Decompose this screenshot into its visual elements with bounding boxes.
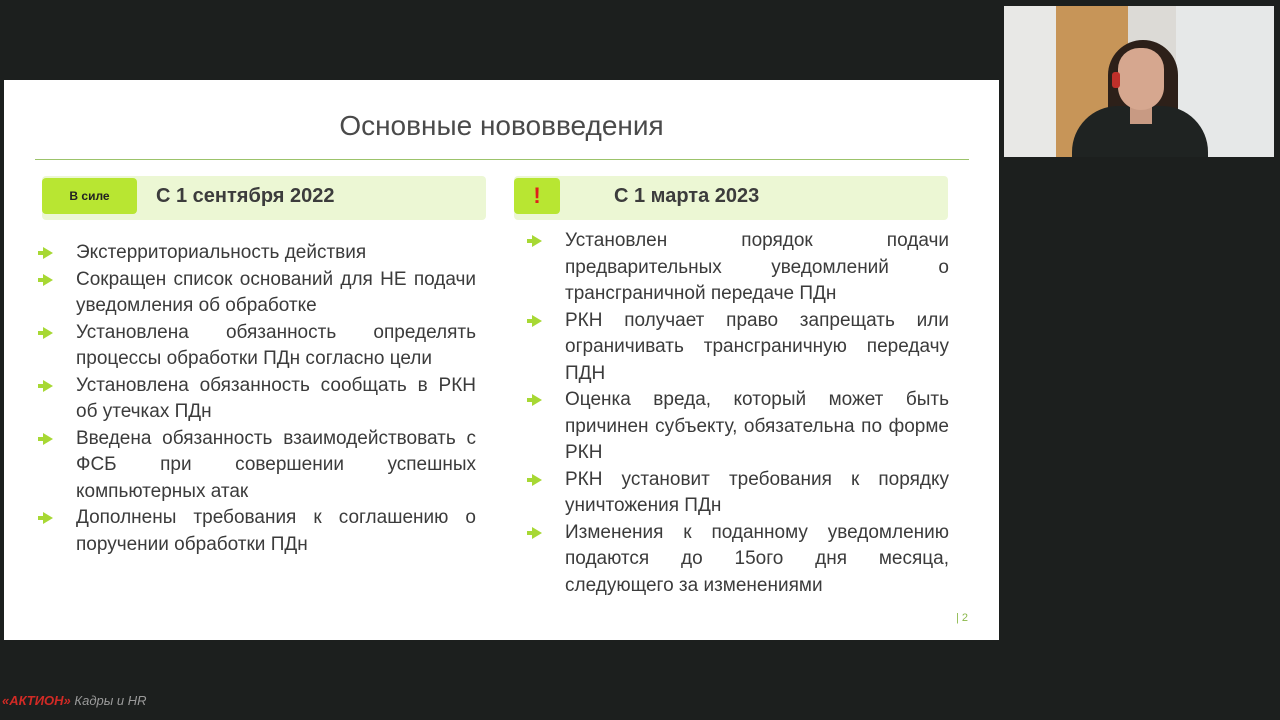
list-item: Установлена обязанность сообщать в РКН об утечках ПДн	[76, 373, 476, 426]
brand-watermark	[2, 693, 147, 708]
arrow-bullet-icon	[43, 380, 53, 392]
slide-title: Основные нововведения	[339, 110, 664, 141]
headset-icon	[1112, 72, 1120, 88]
presentation-slide	[4, 80, 999, 640]
list-item: Установлена обязанность определять процессы обработки ПДн согласно цели	[76, 320, 476, 373]
column-heading-left: С 1 сентября 2022	[156, 185, 335, 207]
arrow-bullet-icon	[43, 512, 53, 524]
arrow-bullet-icon	[532, 474, 542, 486]
column-heading-right: С 1 марта 2023	[614, 185, 760, 207]
list-item: РКН установит требования к порядку уничтожения ПДн	[565, 467, 949, 520]
list-item: Экстерриториальность действия	[76, 240, 476, 267]
right-bullet-list	[565, 228, 949, 599]
list-item: Введена обязанность взаимодействовать с ФСБ при совершении успешных компьютерных атак	[76, 426, 476, 506]
exclamation-badge: !	[514, 178, 560, 214]
column-header-left	[42, 176, 486, 220]
list-item: РКН получает право запрещать или ограничивать трансграничную передачу ПДН	[565, 308, 949, 388]
arrow-bullet-icon	[532, 527, 542, 539]
column-header-right	[514, 176, 948, 220]
arrow-bullet-icon	[532, 315, 542, 327]
presenter-face	[1118, 48, 1164, 110]
webcam-video[interactable]	[1004, 6, 1274, 157]
list-item: Оценка вреда, который может быть причинен субъекту, обязательна по форме РКН	[565, 387, 949, 467]
list-item: Сокращен список оснований для НЕ подачи уведомления об обработке	[76, 267, 476, 320]
arrow-bullet-icon	[43, 433, 53, 445]
in-force-badge: В силе	[42, 178, 137, 214]
page-number: | 2	[956, 612, 969, 624]
arrow-bullet-icon	[43, 247, 53, 259]
left-bullet-list	[76, 240, 476, 558]
arrow-bullet-icon	[43, 274, 53, 286]
brand-logo: «АКТИОН»	[2, 693, 71, 708]
list-item: Дополнены требования к соглашению о поручении обработки ПДн	[76, 505, 476, 558]
title-divider	[35, 159, 969, 160]
arrow-bullet-icon	[43, 327, 53, 339]
list-item: Установлен порядок подачи предварительных уведомлений о трансграничной передаче ПДн	[565, 228, 949, 308]
brand-name: Кадры и HR	[74, 693, 147, 708]
arrow-bullet-icon	[532, 235, 542, 247]
list-item: Изменения к поданному уведомлению подаются до 15ого дня месяца, следующего за изменениями	[565, 520, 949, 600]
arrow-bullet-icon	[532, 394, 542, 406]
